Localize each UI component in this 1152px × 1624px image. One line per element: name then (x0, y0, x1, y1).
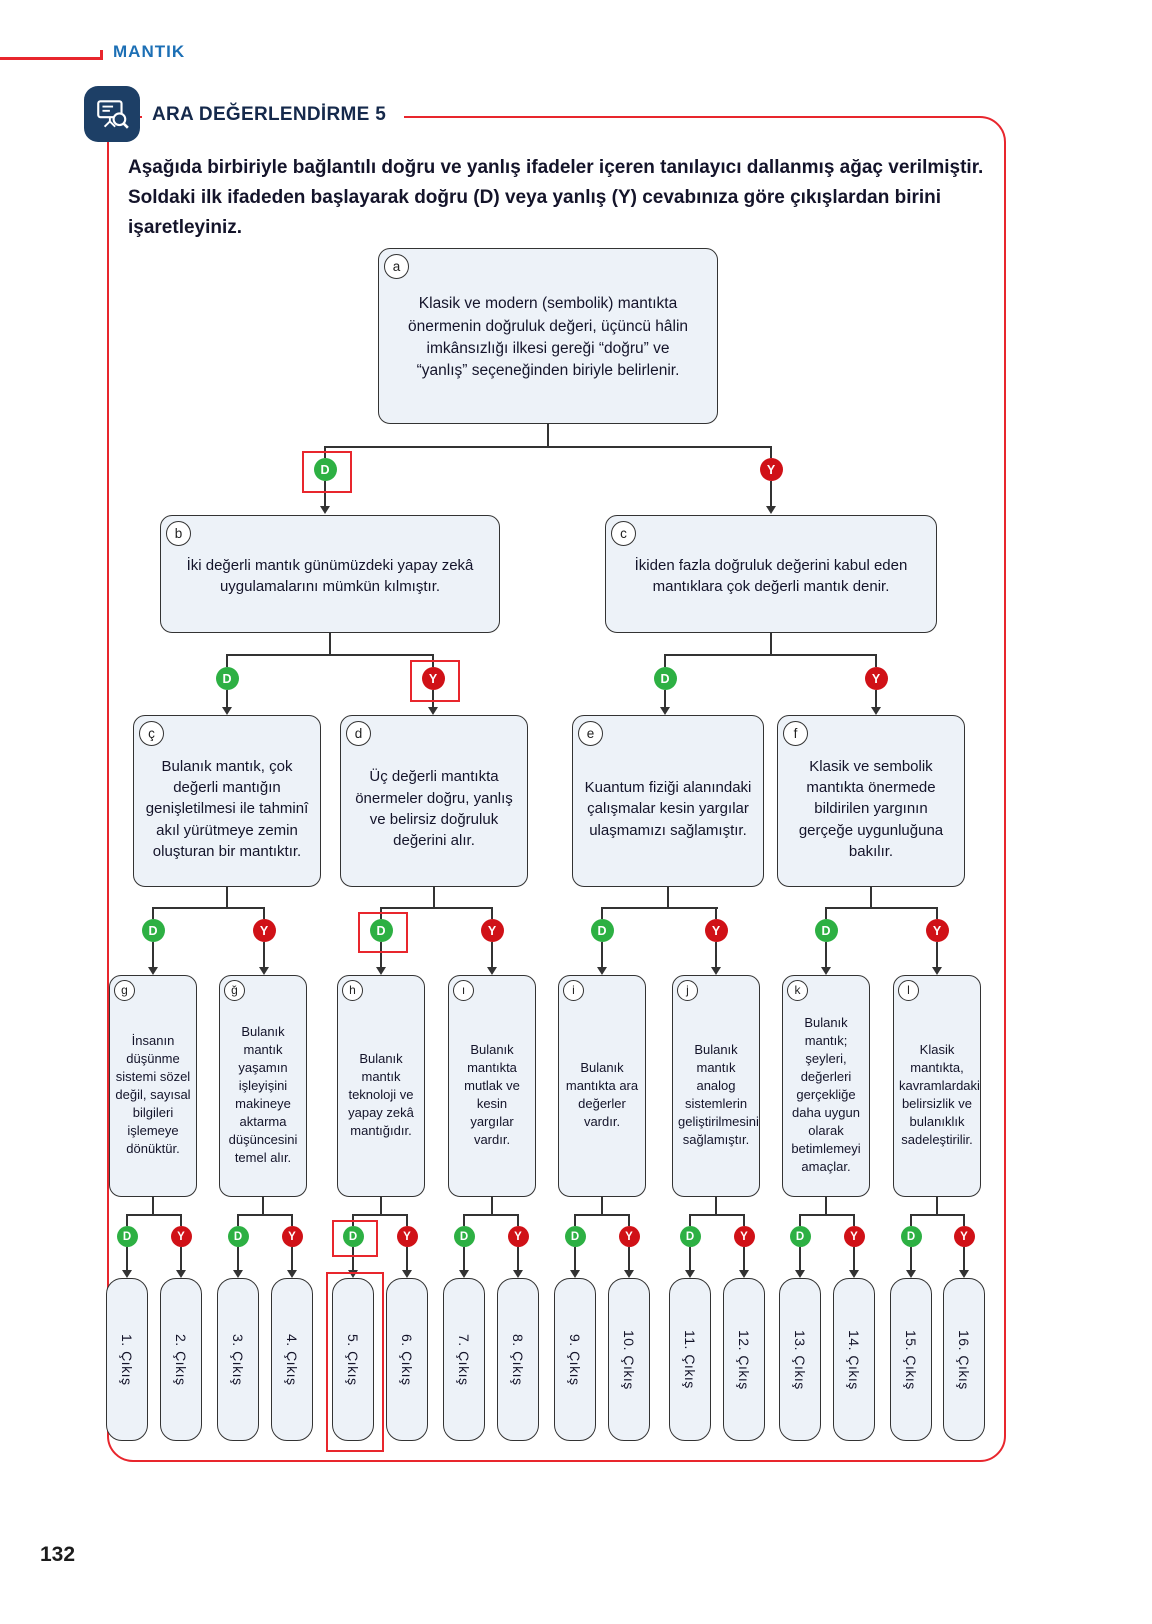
connector-line (329, 633, 331, 656)
node-c (605, 515, 937, 633)
connector-line (237, 1247, 239, 1270)
node-a-text: Klasik ve modern (sembolik) mantıkta önermenin doğruluk değeri, üçüncü hâlin imkânsızlığı ilkesi gereği “doğru” ve “yanlış” seçeneğinden biriyle belirlenir. (407, 295, 689, 380)
connector-line (152, 942, 154, 967)
connector-line (628, 1214, 630, 1226)
chapter-header: MANTIK (113, 42, 186, 61)
node-d-text: Üç değerli mantıkta önermeler doğru, yanlış ve belirsiz doğruluk değerini alır. (355, 768, 513, 850)
connector-line (406, 1247, 408, 1270)
arrow-down-icon (122, 1270, 132, 1278)
connector-line (743, 1247, 745, 1270)
arrow-down-icon (711, 967, 721, 975)
node-f-tag: f (783, 721, 808, 746)
node-ç-text: Bulanık mantık, çok değerli mantığın genişletilmesi ile tahminî akıl yürütmeye zemin oluşturan bir mantıktır. (145, 757, 309, 860)
exit-3-label: 3. Çıkış (230, 1333, 246, 1386)
exit-10-label: 10. Çıkış (621, 1329, 637, 1390)
node-ğ (219, 975, 307, 1197)
node-b-text: İki değerli mantık günümüzdeki yapay zekâ uygulamalarını mümkün kılmıştır. (186, 556, 474, 595)
arrow-down-icon (906, 1270, 916, 1278)
node-ı-text: Bulanık mantıkta mutlak ve kesin yargılar vardır. (464, 1042, 520, 1147)
connector-line (715, 907, 717, 919)
arrow-down-icon (148, 967, 158, 975)
exit-3[interactable] (217, 1278, 259, 1441)
connector-line (667, 887, 669, 909)
branch-ğ-true-badge[interactable]: D (228, 1226, 249, 1247)
node-ç (133, 715, 321, 887)
connector-line (910, 1247, 912, 1270)
connector-line (574, 1247, 576, 1270)
connector-line (152, 907, 265, 909)
node-a-tag: a (384, 254, 409, 279)
connector-line (853, 1247, 855, 1270)
exit-2[interactable] (160, 1278, 202, 1441)
node-g-text: İnsanın düşünme sistemi sözel değil, sayısal bilgileri işlemeye dönüktür. (115, 1033, 191, 1156)
branch-j-true-badge[interactable]: D (680, 1226, 701, 1247)
node-b (160, 515, 500, 633)
connector-line (799, 1214, 801, 1226)
node-c-tag: c (611, 521, 636, 546)
connector-line (875, 690, 877, 707)
exit-4-label: 4. Çıkış (284, 1333, 300, 1386)
evaluation-icon (84, 86, 140, 142)
node-a (378, 248, 718, 424)
node-l-tag: l (898, 980, 919, 1001)
branch-c-false-badge[interactable]: Y (865, 667, 888, 690)
exit-6[interactable] (386, 1278, 428, 1441)
branch-d-false-badge[interactable]: Y (481, 919, 504, 942)
branch-l-false-badge[interactable]: Y (954, 1226, 975, 1247)
exit-9-label: 9. Çıkış (567, 1333, 583, 1386)
connector-line (152, 907, 154, 919)
branch-g-false-badge[interactable]: Y (171, 1226, 192, 1247)
connector-line (352, 1214, 408, 1216)
branch-ç-false-badge[interactable]: Y (253, 919, 276, 942)
exit-13[interactable] (779, 1278, 821, 1441)
connector-line (491, 907, 493, 919)
branch-h-false-badge[interactable]: Y (397, 1226, 418, 1247)
exit-8-label: 8. Çıkış (510, 1333, 526, 1386)
node-e-text: Kuantum fiziği alanındaki çalışmalar kesin yargılar ulaşmamızı sağlamıştır. (584, 779, 752, 839)
connector-line (936, 907, 938, 919)
exit-16[interactable] (943, 1278, 985, 1441)
exit-7-label: 7. Çıkış (456, 1333, 472, 1386)
branch-l-true-badge[interactable]: D (901, 1226, 922, 1247)
connector-line (237, 1214, 239, 1226)
connector-line (743, 1214, 745, 1226)
node-l (893, 975, 981, 1197)
connector-line (547, 424, 549, 448)
answer-highlight-d-true (358, 912, 408, 953)
arrow-down-icon (766, 506, 776, 514)
node-j-tag: j (677, 980, 698, 1001)
branch-c-true-badge[interactable]: D (654, 667, 677, 690)
node-ğ-tag: ğ (224, 980, 245, 1001)
connector-line (936, 942, 938, 967)
exit-2-label: 2. Çıkış (173, 1333, 189, 1386)
header-rule (0, 57, 102, 60)
instructions-text: Aşağıda birbiriyle bağlantılı doğru ve yanlış ifadeler içeren tanılayıcı dallanmış ağaç verilmiştir. Soldaki ilk ifadeden başlayarak doğru (D) veya yanlış (Y) cevabınıza göre çıkışlardan birini işaretleyiniz. (128, 157, 984, 239)
exit-12-label: 12. Çıkış (736, 1329, 752, 1390)
node-d-tag: d (346, 721, 371, 746)
connector-line (463, 1247, 465, 1270)
branch-e-false-badge[interactable]: Y (705, 919, 728, 942)
connector-line (664, 654, 666, 667)
flipchart-magnifier-icon (94, 96, 130, 132)
node-ı-tag: ı (453, 980, 474, 1001)
connector-line (324, 446, 772, 448)
connector-line (126, 1214, 128, 1226)
arrow-down-icon (259, 967, 269, 975)
connector-line (574, 1214, 630, 1216)
node-k-text: Bulanık mantık; şeyleri, değerleri gerçekliğe daha uygun olarak betimlemeyi amaçlar. (791, 1015, 861, 1174)
answer-highlight-a-true (302, 451, 352, 493)
arrow-down-icon (428, 707, 438, 715)
connector-line (291, 1214, 293, 1226)
arrow-down-icon (233, 1270, 243, 1278)
branch-a-false-badge[interactable]: Y (760, 458, 783, 481)
arrow-down-icon (795, 1270, 805, 1278)
node-h (337, 975, 425, 1197)
connector-line (463, 1214, 465, 1226)
connector-line (825, 907, 938, 909)
connector-line (433, 887, 435, 909)
node-i (558, 975, 646, 1197)
connector-line (406, 1214, 408, 1226)
connector-line (910, 1214, 965, 1216)
connector-line (601, 942, 603, 967)
arrow-down-icon (376, 967, 386, 975)
exit-11-label: 11. Çıkış (682, 1330, 698, 1389)
branch-ı-false-badge[interactable]: Y (508, 1226, 529, 1247)
connector-line (770, 481, 772, 506)
connector-line (601, 907, 603, 919)
node-j (672, 975, 760, 1197)
connector-line (380, 907, 493, 909)
node-f (777, 715, 965, 887)
exit-12[interactable] (723, 1278, 765, 1441)
connector-line (799, 1247, 801, 1270)
node-k (782, 975, 870, 1197)
answer-highlight-h-true (332, 1220, 378, 1257)
arrow-down-icon (685, 1270, 695, 1278)
exit-4[interactable] (271, 1278, 313, 1441)
branch-g-true-badge[interactable]: D (117, 1226, 138, 1247)
answer-highlight-b-false (410, 660, 460, 702)
branch-ı-true-badge[interactable]: D (454, 1226, 475, 1247)
exit-1-label: 1. Çıkış (119, 1333, 135, 1386)
connector-line (517, 1214, 519, 1226)
node-d (340, 715, 528, 887)
connector-line (664, 690, 666, 707)
node-ı (448, 975, 536, 1197)
connector-line (689, 1247, 691, 1270)
connector-line (574, 1214, 576, 1226)
section-title: ARA DEĞERLENDİRME 5 (142, 99, 404, 131)
exit-14[interactable] (833, 1278, 875, 1441)
connector-line (226, 654, 228, 667)
node-h-tag: h (342, 980, 363, 1001)
branch-i-true-badge[interactable]: D (565, 1226, 586, 1247)
connector-line (825, 907, 827, 919)
connector-line (853, 1214, 855, 1226)
node-i-text: Bulanık mantıkta ara değerler vardır. (565, 1060, 639, 1129)
connector-line (491, 942, 493, 967)
connector-line (963, 1214, 965, 1226)
exit-8[interactable] (497, 1278, 539, 1441)
arrow-down-icon (660, 707, 670, 715)
node-ğ-text: Bulanık mantık yaşamın işleyişini makineye aktarma düşüncesini temel alır. (228, 1024, 298, 1165)
connector-line (910, 1214, 912, 1226)
connector-line (825, 942, 827, 967)
connector-line (463, 1214, 519, 1216)
branch-f-false-badge[interactable]: Y (926, 919, 949, 942)
connector-line (689, 1214, 691, 1226)
arrow-down-icon (932, 967, 942, 975)
branch-a-true-badge[interactable]: D (314, 458, 337, 481)
connector-line (963, 1247, 965, 1270)
branch-d-true-badge[interactable]: D (370, 919, 393, 942)
branch-h-true-badge[interactable]: D (343, 1226, 364, 1247)
node-e-tag: e (578, 721, 603, 746)
exit-6-label: 6. Çıkış (399, 1333, 415, 1386)
header-rule-tick (100, 50, 103, 60)
arrow-down-icon (871, 707, 881, 715)
branch-k-false-badge[interactable]: Y (844, 1226, 865, 1247)
branch-i-false-badge[interactable]: Y (619, 1226, 640, 1247)
node-g (109, 975, 197, 1197)
branch-j-false-badge[interactable]: Y (734, 1226, 755, 1247)
arrow-down-icon (513, 1270, 523, 1278)
arrow-down-icon (849, 1270, 859, 1278)
exit-10[interactable] (608, 1278, 650, 1441)
connector-line (237, 1214, 293, 1216)
node-j-text: Bulanık mantık analog sistemlerin geliştirilmesini sağlamıştır. (678, 1042, 759, 1147)
node-ç-tag: ç (139, 721, 164, 746)
node-k-tag: k (787, 980, 808, 1001)
connector-line (628, 1247, 630, 1270)
node-c-text: İkiden fazla doğruluk değerini kabul eden mantıklara çok değerli mantık denir. (634, 556, 908, 595)
connector-line (870, 887, 872, 909)
exit-5-label: 5. Çıkış (345, 1333, 361, 1386)
arrow-down-icon (739, 1270, 749, 1278)
node-b-tag: b (166, 521, 191, 546)
connector-line (715, 942, 717, 967)
node-h-text: Bulanık mantık teknoloji ve yapay zekâ mantığıdır. (348, 1051, 414, 1138)
branch-ç-true-badge[interactable]: D (142, 919, 165, 942)
arrow-down-icon (176, 1270, 186, 1278)
exit-11[interactable] (669, 1278, 711, 1441)
branch-ğ-false-badge[interactable]: Y (282, 1226, 303, 1247)
connector-line (180, 1214, 182, 1226)
branch-b-true-badge[interactable]: D (216, 667, 239, 690)
connector-line (263, 942, 265, 967)
connector-line (126, 1214, 182, 1216)
page-number: 132 (40, 1543, 76, 1566)
branch-b-false-badge[interactable]: Y (422, 667, 445, 690)
arrow-down-icon (570, 1270, 580, 1278)
arrow-down-icon (287, 1270, 297, 1278)
answer-highlight-exit-5 (326, 1272, 384, 1452)
exit-9[interactable] (554, 1278, 596, 1441)
node-i-tag: i (563, 980, 584, 1001)
connector-line (226, 654, 434, 656)
branch-k-true-badge[interactable]: D (790, 1226, 811, 1247)
exit-15[interactable] (890, 1278, 932, 1441)
branch-f-true-badge[interactable]: D (815, 919, 838, 942)
arrow-down-icon (320, 506, 330, 514)
connector-line (517, 1247, 519, 1270)
connector-line (689, 1214, 745, 1216)
arrow-down-icon (459, 1270, 469, 1278)
node-g-tag: g (114, 980, 135, 1001)
exit-13-label: 13. Çıkış (792, 1329, 808, 1390)
arrow-down-icon (222, 707, 232, 715)
exit-1[interactable] (106, 1278, 148, 1441)
node-e (572, 715, 764, 887)
exit-16-label: 16. Çıkış (956, 1329, 972, 1390)
node-f-text: Klasik ve sembolik mantıkta önermede bildirilen yargının gerçeğe uygunluğuna bakılır. (798, 757, 944, 860)
connector-line (263, 907, 265, 919)
arrow-down-icon (487, 967, 497, 975)
arrow-down-icon (959, 1270, 969, 1278)
connector-line (601, 907, 718, 909)
connector-line (180, 1247, 182, 1270)
connector-line (664, 654, 877, 656)
arrow-down-icon (597, 967, 607, 975)
connector-line (799, 1214, 855, 1216)
connector-line (291, 1247, 293, 1270)
exit-14-label: 14. Çıkış (846, 1329, 862, 1390)
exit-7[interactable] (443, 1278, 485, 1441)
connector-line (770, 446, 772, 458)
exit-15-label: 15. Çıkış (903, 1329, 919, 1390)
connector-line (875, 654, 877, 667)
node-l-text: Klasik mantıkta, kavramlardaki belirsizlik ve bulanıklık sadeleştirilir. (899, 1042, 980, 1147)
arrow-down-icon (821, 967, 831, 975)
connector-line (226, 887, 228, 909)
connector-line (770, 633, 772, 656)
branch-e-true-badge[interactable]: D (591, 919, 614, 942)
connector-line (126, 1247, 128, 1270)
arrow-down-icon (624, 1270, 634, 1278)
connector-line (226, 690, 228, 707)
arrow-down-icon (402, 1270, 412, 1278)
